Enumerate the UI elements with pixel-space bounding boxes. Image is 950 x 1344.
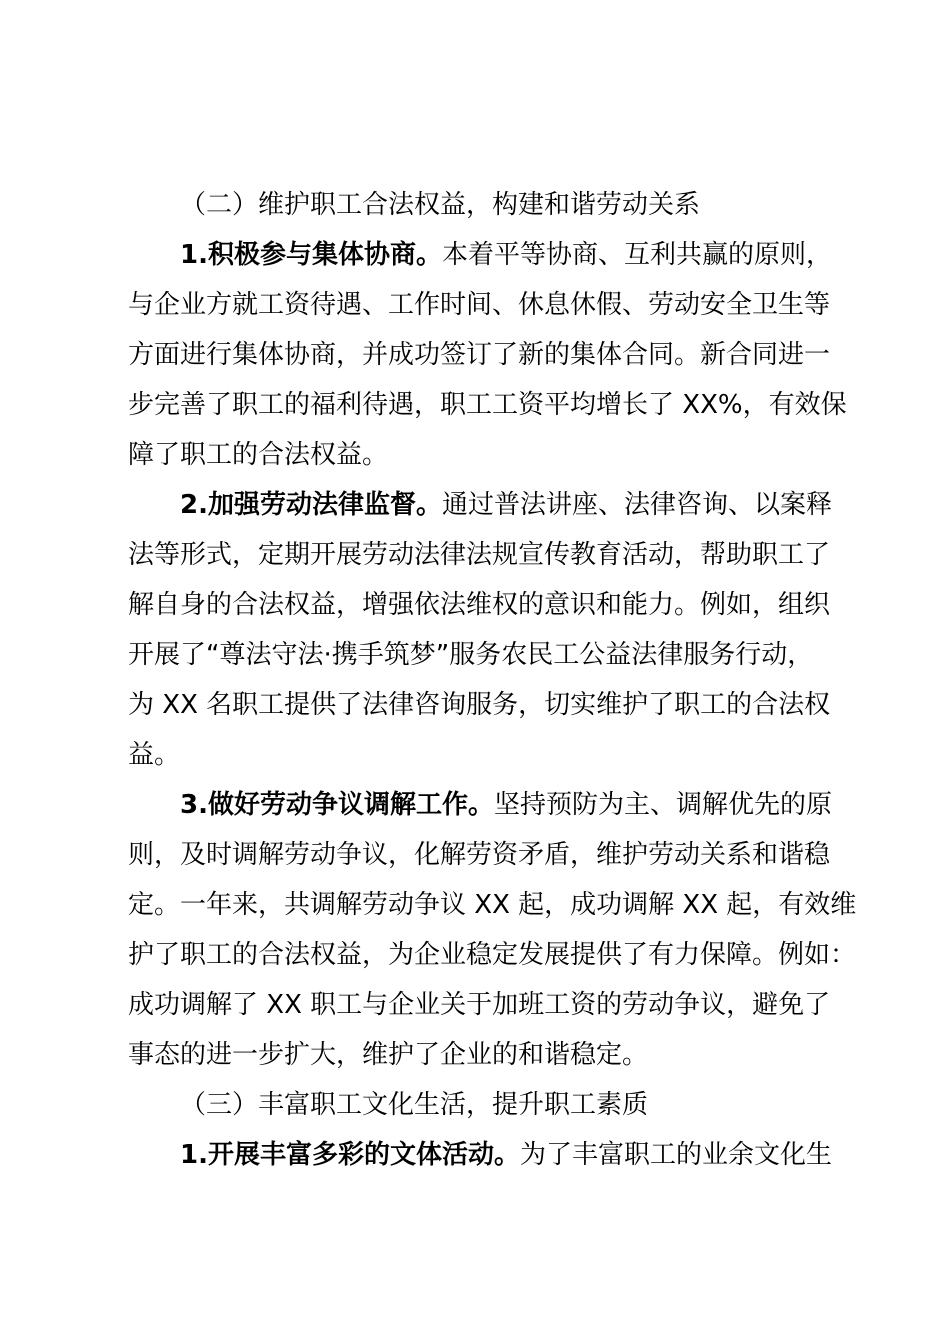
- item-title: 1.积极参与集体协商。: [180, 240, 442, 270]
- item-title: 2.加强劳动法律监督。: [180, 490, 442, 520]
- item-text: 为了丰富职工的业余文化生: [519, 1140, 832, 1170]
- paragraph-line: [128, 230, 833, 280]
- paragraph-line: 益。: [128, 740, 181, 770]
- paragraph-line: 定。一年来，共调解劳动争议 XX 起，成功调解 XX 起，有效维: [128, 890, 857, 920]
- item-text: 通过普法讲座、法律咨询、以案释: [441, 490, 832, 520]
- paragraph-line: 护了职工的合法权益，为企业稳定发展提供了有力保障。例如：: [128, 940, 857, 970]
- paragraph-line: 为 XX 名职工提供了法律咨询服务，切实维护了职工的合法权: [128, 690, 831, 720]
- section-heading-2: （二）维护职工合法权益，构建和谐劳动关系: [180, 190, 701, 220]
- paragraph-line: 法等形式，定期开展劳动法律法规宣传教育活动，帮助职工了: [128, 540, 831, 570]
- paragraph-line: [128, 780, 833, 830]
- item-text: 坚持预防为主、调解优先的原: [493, 790, 832, 820]
- paragraph-line: [128, 1130, 833, 1180]
- paragraph-line: 方面进行集体协商，并成功签订了新的集体合同。新合同进一: [128, 340, 831, 370]
- paragraph-line: 开展了“尊法守法·携手筑梦”服务农民工公益法律服务行动，: [128, 640, 814, 670]
- paragraph-line: 障了职工的合法权益。: [128, 440, 389, 470]
- paragraph-line: [128, 480, 833, 530]
- document-body: [128, 180, 857, 1180]
- item-text: 本着平等协商、互利共赢的原则，: [441, 240, 832, 270]
- item-title: 1.开展丰富多彩的文体活动。: [180, 1140, 520, 1170]
- section-heading-3: （三）丰富职工文化生活，提升职工素质: [180, 1090, 649, 1120]
- item-title: 3.做好劳动争议调解工作。: [180, 790, 494, 820]
- paragraph-line: 成功调解了 XX 职工与企业关于加班工资的劳动争议，避免了: [128, 990, 831, 1020]
- paragraph-line: 事态的进一步扩大，维护了企业的和谐稳定。: [128, 1040, 649, 1070]
- paragraph-line: 则，及时调解劳动争议，化解劳资矛盾，维护劳动关系和谐稳: [128, 840, 831, 870]
- paragraph-line: 与企业方就工资待遇、工作时间、休息休假、劳动安全卫生等: [128, 290, 831, 320]
- paragraph-line: 步完善了职工的福利待遇，职工工资平均增长了 XX%，有效保: [128, 390, 847, 420]
- paragraph-line: 解自身的合法权益，增强依法维权的意识和能力。例如，组织: [128, 590, 831, 620]
